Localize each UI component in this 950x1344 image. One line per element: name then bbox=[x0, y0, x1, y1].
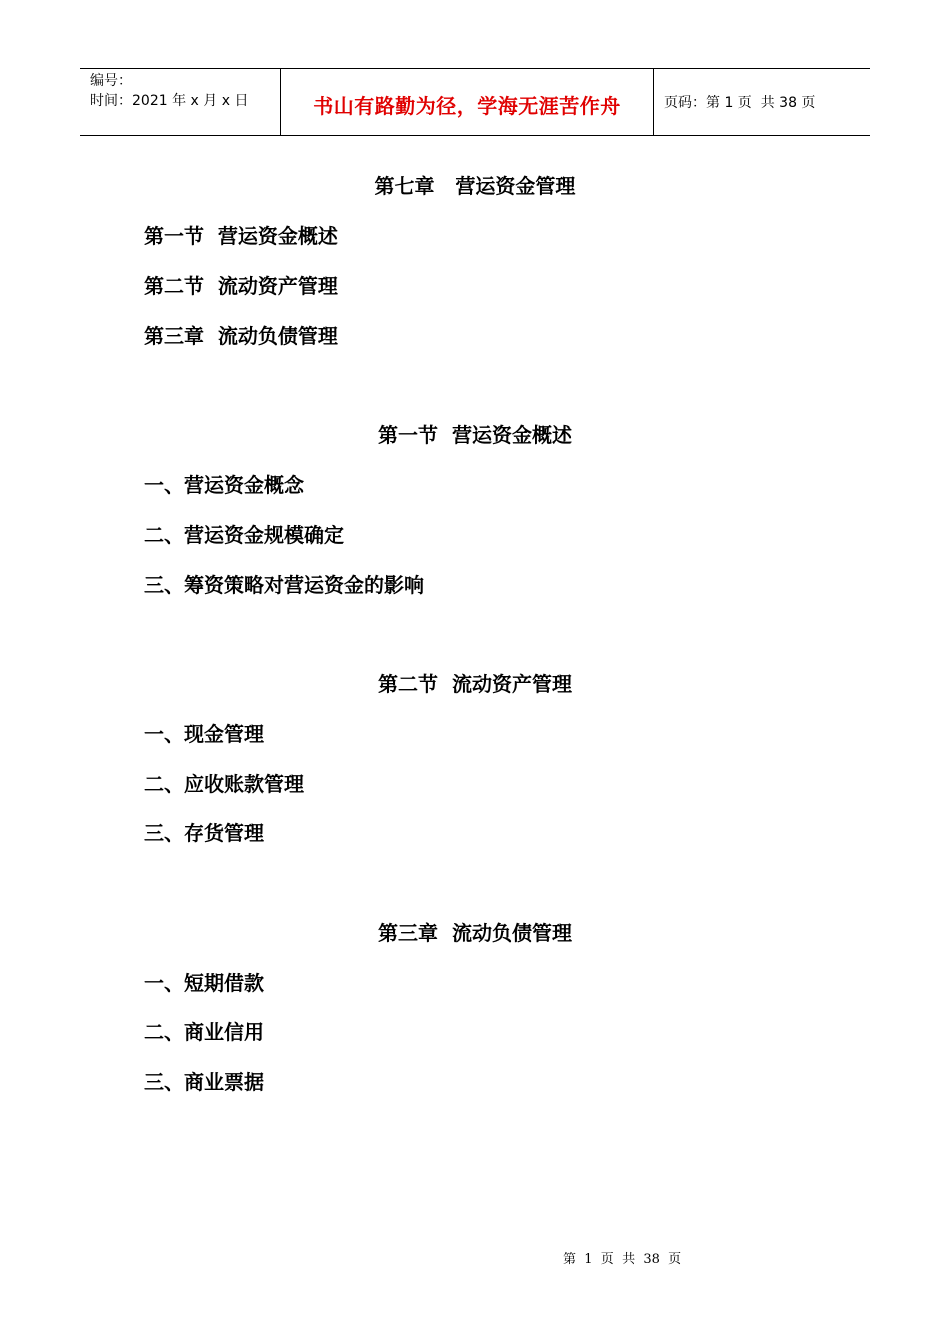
chapter-title: 第七章 营运资金管理 bbox=[374, 174, 576, 198]
section-item: 二、应收账款管理 bbox=[144, 772, 304, 796]
section-item: 三、筹资策略对营运资金的影响 bbox=[144, 573, 424, 597]
header-page-info: 页码：第 1 页 共 38 页 bbox=[664, 95, 816, 111]
document-header bbox=[80, 68, 870, 136]
toc-item: 第二节 流动资产管理 bbox=[144, 274, 338, 298]
section-title: 第一节 营运资金概述 bbox=[378, 423, 572, 447]
toc-item: 第三章 流动负债管理 bbox=[144, 324, 338, 348]
section-item: 一、营运资金概念 bbox=[144, 473, 304, 497]
section-item: 一、现金管理 bbox=[144, 722, 264, 746]
section-title: 第三章 流动负债管理 bbox=[378, 921, 572, 945]
header-motto-cell bbox=[281, 69, 654, 135]
page-footer: 第 1 页 共 38 页 bbox=[563, 1252, 682, 1267]
section-item: 一、短期借款 bbox=[144, 971, 264, 995]
toc-item: 第一节 营运资金概述 bbox=[144, 224, 338, 248]
section-item: 三、商业票据 bbox=[144, 1070, 264, 1094]
document-time-label: 时间：2021 年 x 月 x 日 bbox=[90, 93, 249, 109]
header-page-info-cell bbox=[654, 69, 870, 135]
document-number-label: 编号： bbox=[90, 73, 132, 89]
header-motto: 书山有路勤为径，学海无涯苦作舟 bbox=[313, 93, 621, 118]
section-item: 三、存货管理 bbox=[144, 821, 264, 845]
section-item: 二、商业信用 bbox=[144, 1020, 264, 1044]
section-item: 二、营运资金规模确定 bbox=[144, 523, 344, 547]
section-title: 第二节 流动资产管理 bbox=[378, 672, 572, 696]
header-meta bbox=[80, 69, 281, 135]
